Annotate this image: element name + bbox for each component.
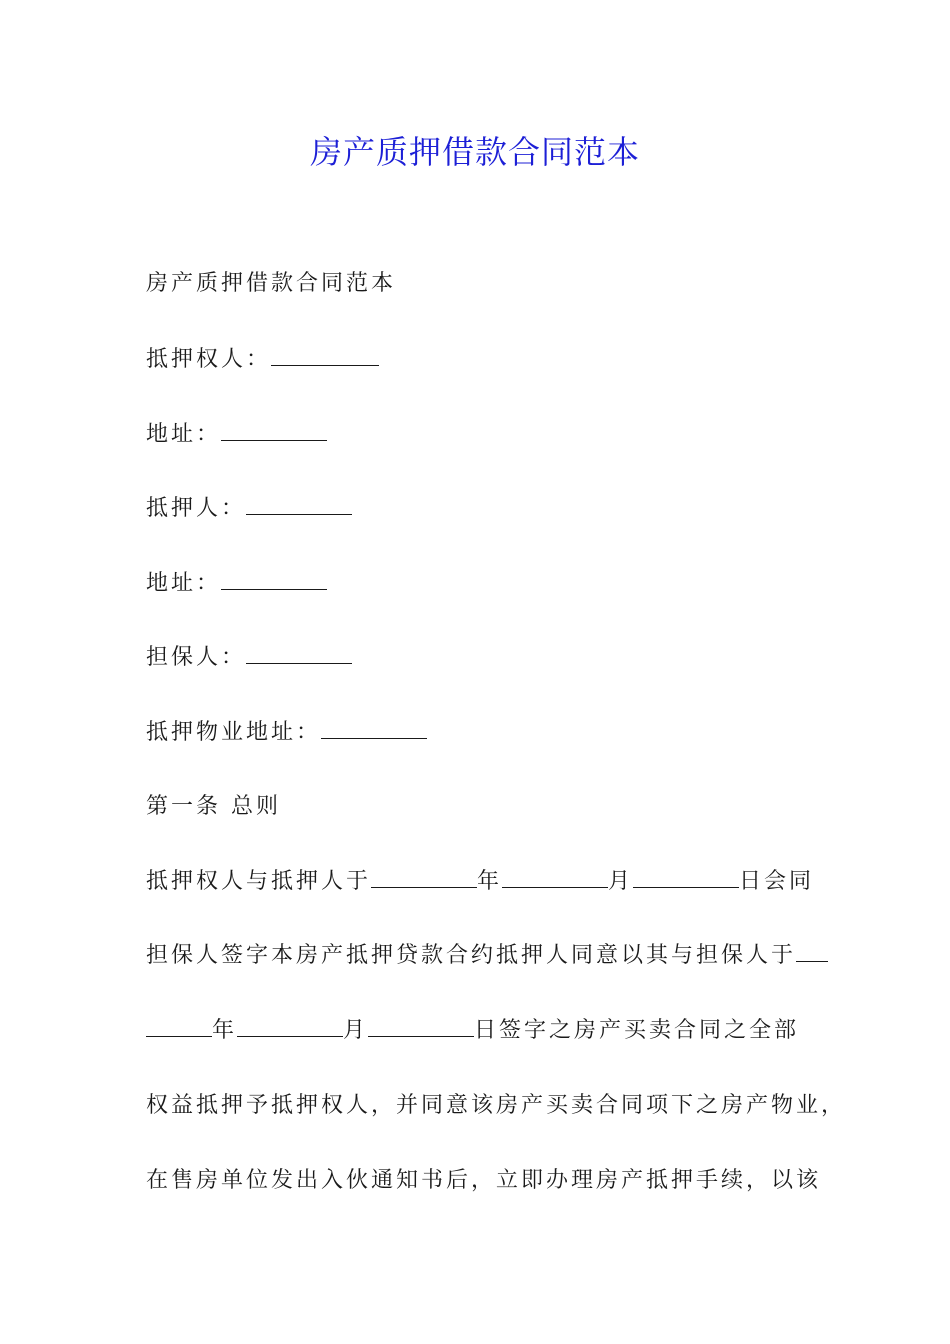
address-label-2: 地址： [146,571,222,596]
year-blank [371,865,477,888]
address-blank-2 [221,567,327,590]
address-blank-1 [221,418,327,441]
mortgagor-line [146,492,352,526]
text-segment: 日签字之房产买卖合同之全部 [474,1018,800,1043]
property-address-blank [321,716,427,739]
section-1-line-5: 在售房单位发出入伙通知书后，立即办理房产抵押手续，以该 [146,1168,822,1193]
section-1-heading: 第一条 总则 [146,794,281,819]
guarantor-label: 担保人： [146,645,247,670]
property-address-line [146,716,427,750]
text-segment: 月 [608,869,634,894]
document-title: 房产质押借款合同范本 [309,133,640,171]
section-1-line-2 [146,939,828,973]
text-segment: 年 [477,869,503,894]
address-label-1: 地址： [146,422,222,447]
text-segment: 月 [343,1018,369,1043]
month-blank-2 [237,1014,343,1037]
year-blank-part-2 [146,1014,212,1037]
address-line-1 [146,418,327,452]
text-segment: 抵押权人与抵押人于 [146,869,372,894]
guarantor-line [146,641,352,675]
address-line-2 [146,567,327,601]
property-address-label: 抵押物业地址： [146,720,322,745]
mortgagee-line [146,343,379,377]
mortgagor-blank [246,492,352,515]
text-segment: 年 [212,1018,238,1043]
section-1-line-3 [146,1014,799,1048]
day-blank-2 [368,1014,474,1037]
text-segment: 担保人签字本房产抵押贷款合约抵押人同意以其与担保人于 [146,943,797,968]
section-1-line-4: 权益抵押予抵押权人，并同意该房产买卖合同项下之房产物业， [146,1093,847,1118]
mortgagee-blank [271,343,379,366]
day-blank [633,865,739,888]
document-subtitle: 房产质押借款合同范本 [146,271,397,296]
year-blank-part-1 [796,939,828,962]
month-blank [502,865,608,888]
mortgagor-label: 抵押人： [146,496,247,521]
section-1-line-1 [146,865,814,899]
guarantor-blank [246,641,352,664]
mortgagee-label: 抵押权人： [146,347,272,372]
text-segment: 日会同 [739,869,815,894]
